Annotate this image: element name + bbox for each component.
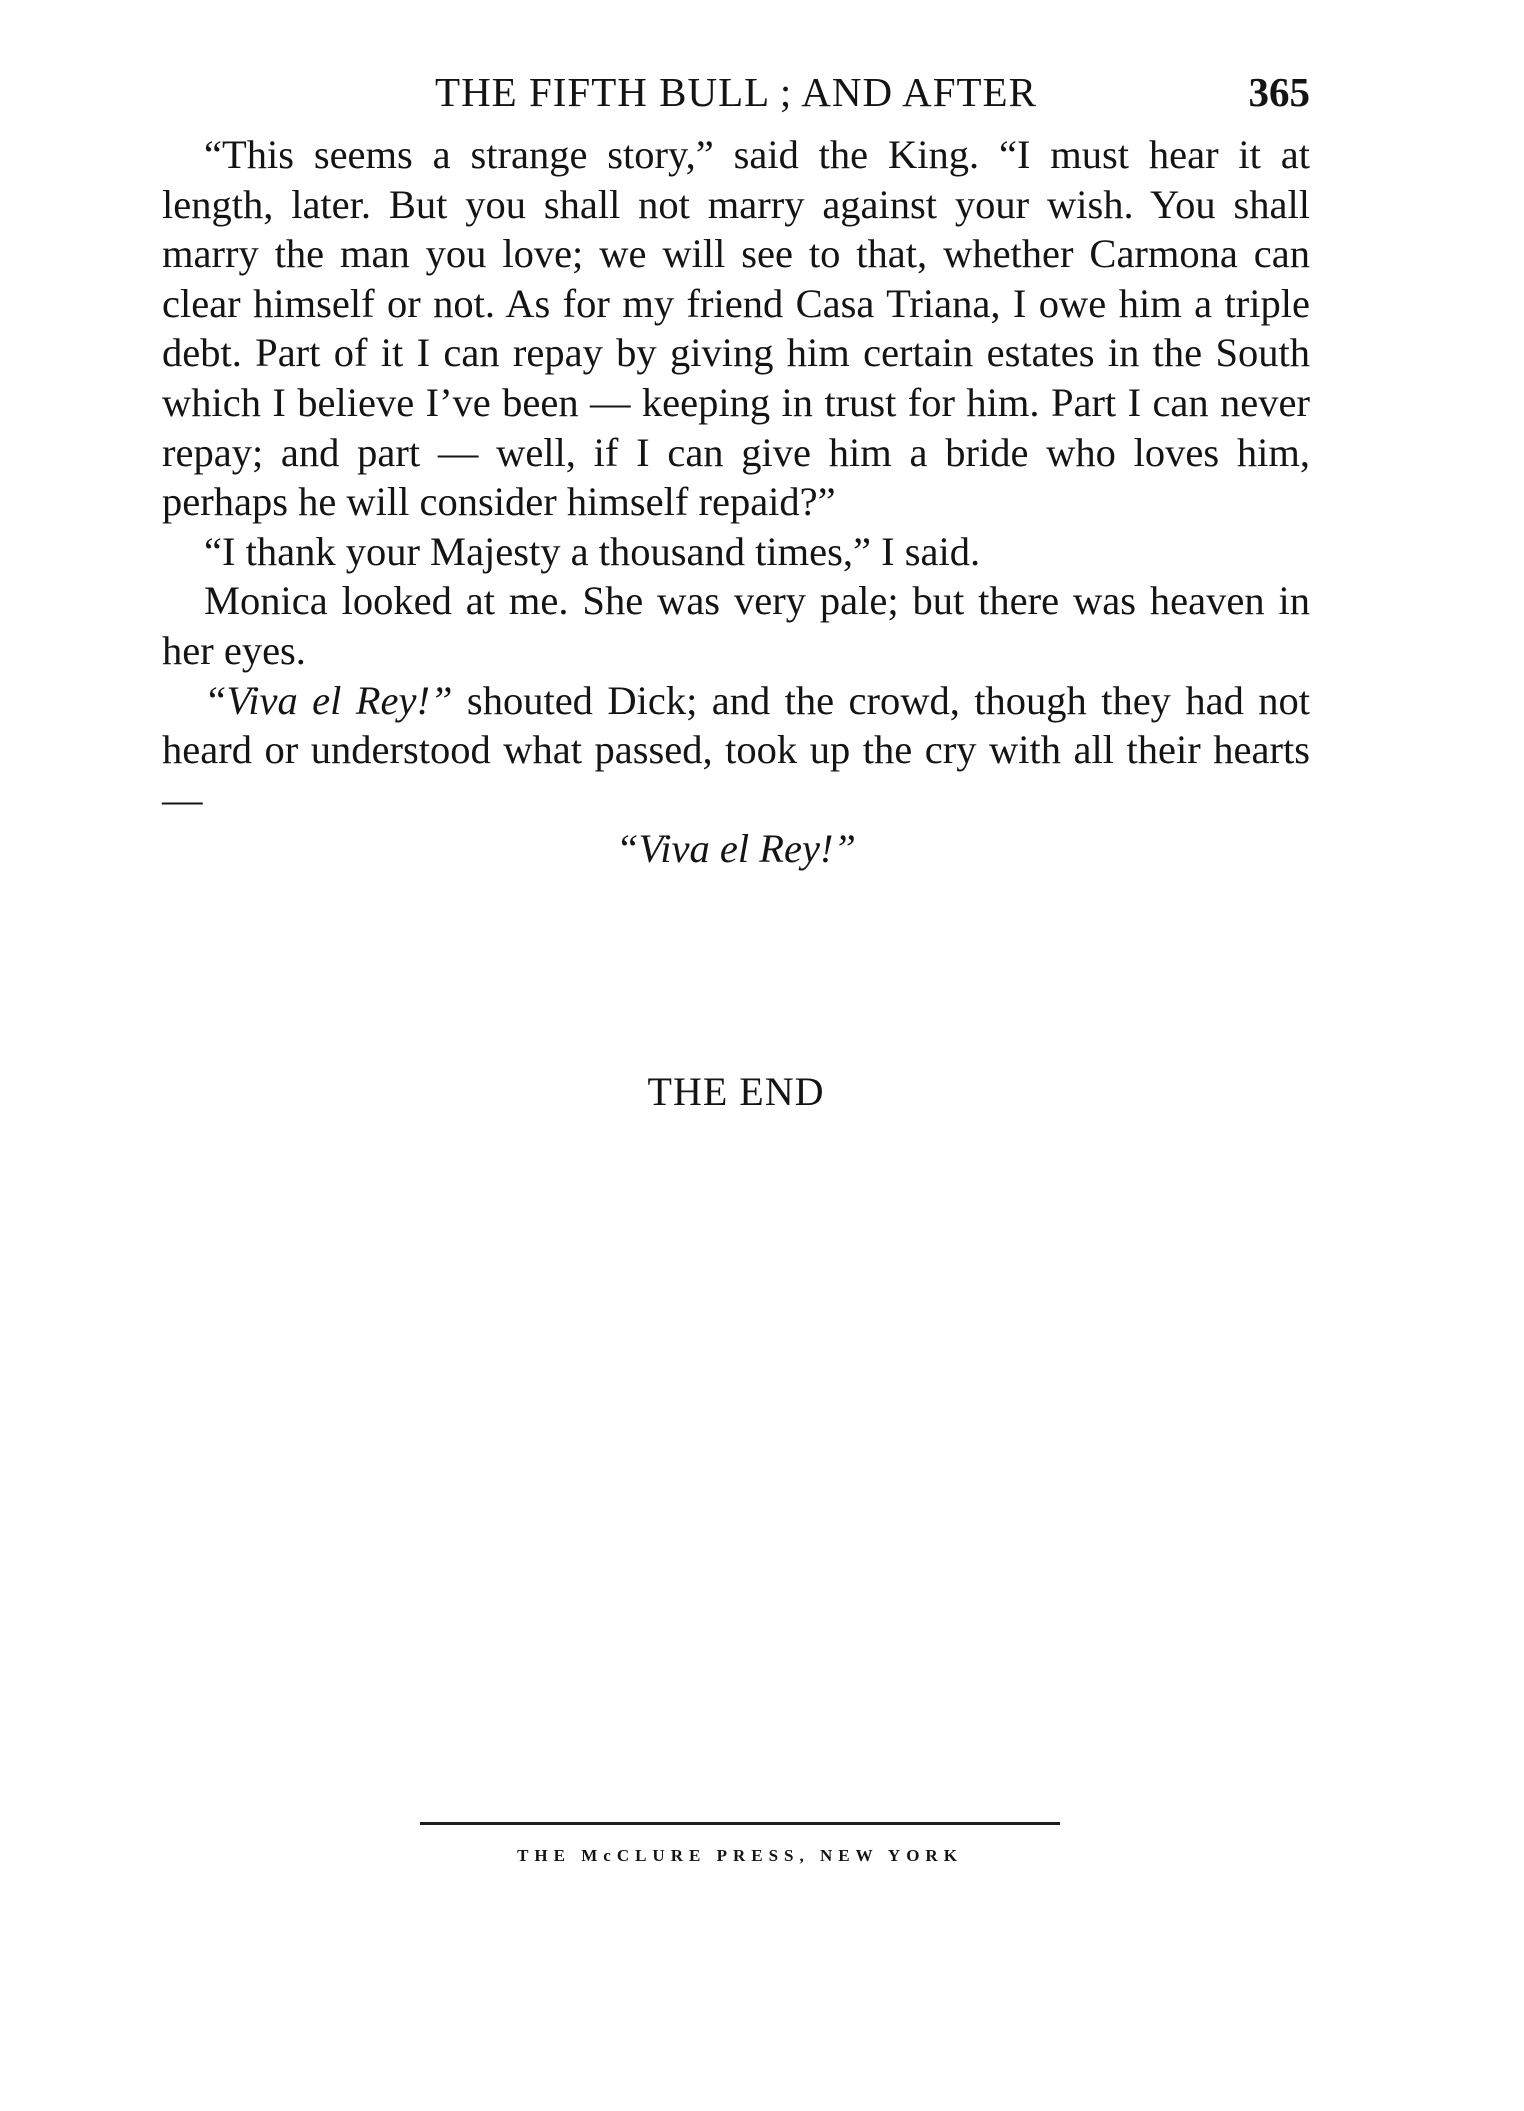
imprint-rule: [420, 1822, 1060, 1825]
paragraph-text: Monica looked at me. She was very pale; but there was heaven in her eyes.: [162, 578, 1310, 673]
paragraph-king-speech: [162, 130, 1310, 527]
paragraph-monica: [162, 576, 1310, 675]
paragraph-thanks: [162, 527, 1310, 577]
paragraph-text: shouted Dick; and the crowd, though they had not heard or understood what passed, took up the cry with all their hearts —: [162, 677, 1311, 822]
paragraph-text: “This seems a strange story,” said the King. “I must hear it at length, later. But you shall not marry against your wish. You shall marry the man you love; we will see to that, whether Carmona can clear himself or not. As for my friend Casa Triana, I owe him a triple debt. Part of it I can repay by giving him certain estates in the South which I believe I’ve been — keeping in trust for him. Part I can never repay; and part — well, if I can give him a bride who loves him, perhaps he will consider himself repaid?”: [162, 132, 1310, 525]
paragraph-text: “I thank your Majesty a thousand times,” I said.: [204, 528, 981, 574]
closing-cry: “Viva el Rey!”: [616, 826, 856, 872]
the-end-heading: THE END: [647, 1069, 825, 1114]
body-text: [162, 130, 1310, 874]
page-number: 365: [1248, 69, 1310, 115]
paragraph-dick-shout: [162, 676, 1310, 825]
running-head: [162, 62, 1310, 122]
running-title: THE FIFTH BULL ; AND AFTER: [435, 69, 1037, 115]
italic-exclamation: “Viva el Rey!”: [204, 677, 453, 723]
printer-imprint: THE McCLURE PRESS, NEW YORK: [517, 1846, 963, 1865]
